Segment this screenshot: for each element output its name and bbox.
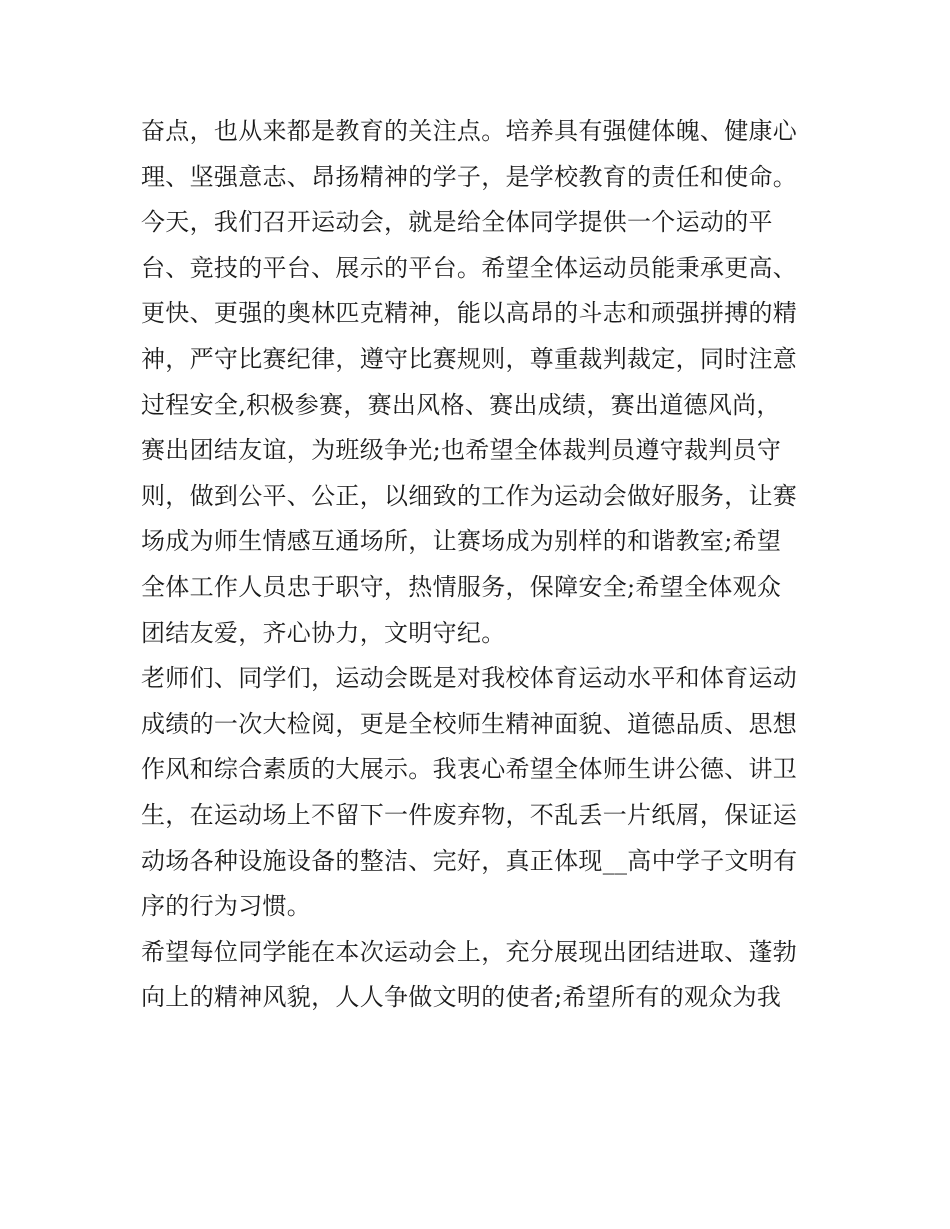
text-line: 过程安全,积极参赛，赛出风格、赛出成绩，赛出道德风尚，: [141, 390, 781, 419]
text-line: 生，在运动场上不留下一件废弃物，不乱丢一片纸屑，保证运: [141, 800, 798, 829]
text-line: 赛出团结友谊，为班级争光;也希望全体裁判员遵守裁判员守: [141, 436, 782, 465]
text-line: 理、坚强意志、昂扬精神的学子，是学校教育的责任和使命。: [141, 162, 798, 191]
text-line: 向上的精神风貌，人人争做文明的使者;希望所有的观众为我: [141, 983, 782, 1012]
text-line: 序的行为习惯。: [141, 892, 312, 921]
text-line: 作风和综合素质的大展示。我衷心希望全体师生讲公德、讲卫: [141, 755, 798, 784]
text-line: 台、竞技的平台、展示的平台。希望全体运动员能秉承更高、: [141, 253, 798, 282]
text-line: 动场各种设施设备的整洁、完好，真正体现__高中学子文明有: [141, 846, 798, 875]
text-line: 全体工作人员忠于职守，热情服务，保障安全;希望全体观众: [141, 572, 782, 601]
text-line: 场成为师生情感互通场所，让赛场成为别样的和谐教室;希望: [141, 527, 782, 556]
document-body: [141, 109, 821, 1021]
text-line: 神，严守比赛纪律，遵守比赛规则，尊重裁判裁定，同时注意: [141, 344, 798, 373]
text-line: 成绩的一次大检阅，更是全校师生精神面貌、道德品质、思想: [141, 709, 798, 738]
text-line: 今天，我们召开运动会，就是给全体同学提供一个运动的平: [141, 208, 773, 237]
text-line: 则，做到公平、公正，以细致的工作为运动会做好服务，让赛: [141, 481, 798, 510]
text-line: 团结友爱，齐心协力，文明守纪。: [141, 618, 506, 647]
text-line: 更快、更强的奥林匹克精神，能以高昂的斗志和顽强拼搏的精: [141, 299, 798, 328]
text-line: 老师们、同学们，运动会既是对我校体育运动水平和体育运动: [141, 664, 798, 693]
text-line: 奋点，也从来都是教育的关注点。培养具有强健体魄、健康心: [141, 117, 798, 145]
text-line: 希望每位同学能在本次运动会上，充分展现出团结进取、蓬勃: [141, 937, 798, 966]
